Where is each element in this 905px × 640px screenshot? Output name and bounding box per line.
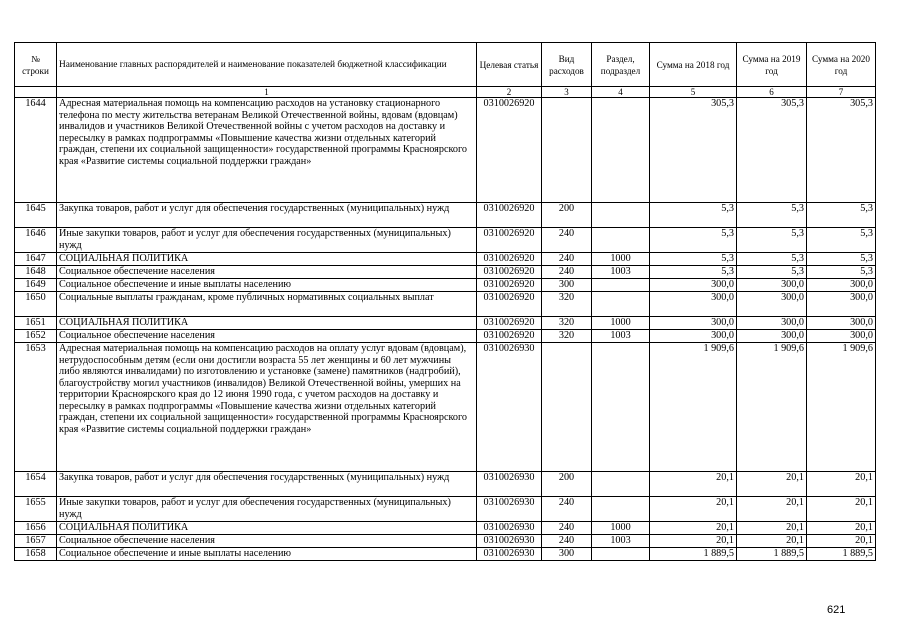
row-sum-2019: 5,3 [737,266,807,279]
row-name: Социальное обеспечение и иные выплаты населению [57,548,477,561]
row-sum-2019: 20,1 [737,497,807,522]
row-name: СОЦИАЛЬНАЯ ПОЛИТИКА [57,253,477,266]
header-razdel: Раздел, подраздел [592,43,650,87]
row-target: 0310026930 [477,535,542,548]
column-number: 1 [57,87,477,98]
row-razdel: 1003 [592,330,650,343]
table-row [15,535,876,548]
row-sum-2018: 20,1 [650,472,737,497]
row-name: Иные закупки товаров, работ и услуг для обеспечения государственных (муниципальных) нужд [57,497,477,522]
row-sum-2019: 1 909,6 [737,343,807,472]
row-target: 0310026930 [477,343,542,472]
row-name: Иные закупки товаров, работ и услуг для обеспечения государственных (муниципальных) нужд [57,228,477,253]
row-sum-2019: 20,1 [737,472,807,497]
row-name: Социальные выплаты гражданам, кроме публичных нормативных социальных выплат [57,292,477,317]
column-number: 7 [807,87,876,98]
row-sum-2020: 305,3 [807,98,876,203]
row-number: 1649 [15,279,57,292]
row-sum-2018: 5,3 [650,228,737,253]
row-sum-2020: 300,0 [807,279,876,292]
table-row [15,203,876,228]
row-vid: 240 [542,253,592,266]
row-vid: 320 [542,317,592,330]
row-sum-2019: 300,0 [737,279,807,292]
row-vid [542,98,592,203]
header-target: Целевая статья [477,43,542,87]
row-sum-2018: 1 909,6 [650,343,737,472]
row-name: Социальное обеспечение и иные выплаты населению [57,279,477,292]
row-number: 1653 [15,343,57,472]
row-sum-2020: 20,1 [807,472,876,497]
row-target: 0310026920 [477,253,542,266]
page-number: 621 [827,604,846,616]
row-number: 1657 [15,535,57,548]
row-sum-2019: 5,3 [737,228,807,253]
column-number: 2 [477,87,542,98]
row-sum-2018: 300,0 [650,279,737,292]
row-sum-2019: 300,0 [737,292,807,317]
row-target: 0310026930 [477,522,542,535]
table-row [15,472,876,497]
header-sum-2018: Сумма на 2018 год [650,43,737,87]
row-sum-2018: 300,0 [650,330,737,343]
row-sum-2020: 1 909,6 [807,343,876,472]
row-razdel [592,343,650,472]
header-name: Наименование главных распорядителей и наименование показателей бюджетной классификации [57,43,477,87]
row-number: 1655 [15,497,57,522]
row-sum-2019: 20,1 [737,522,807,535]
row-number: 1650 [15,292,57,317]
table-row [15,522,876,535]
table-row [15,228,876,253]
table-row [15,317,876,330]
row-vid: 320 [542,292,592,317]
row-name: СОЦИАЛЬНАЯ ПОЛИТИКА [57,522,477,535]
header-row [15,43,876,87]
row-vid: 240 [542,535,592,548]
row-number: 1645 [15,203,57,228]
row-vid: 240 [542,228,592,253]
row-sum-2019: 5,3 [737,253,807,266]
row-razdel [592,472,650,497]
row-razdel: 1000 [592,317,650,330]
row-target: 0310026920 [477,317,542,330]
row-number: 1656 [15,522,57,535]
column-number: 6 [737,87,807,98]
table-row [15,253,876,266]
row-number: 1647 [15,253,57,266]
row-vid: 300 [542,548,592,561]
row-sum-2018: 20,1 [650,497,737,522]
table-row [15,279,876,292]
row-name: Закупка товаров, работ и услуг для обеспечения государственных (муниципальных) нужд [57,203,477,228]
row-name: СОЦИАЛЬНАЯ ПОЛИТИКА [57,317,477,330]
row-target: 0310026920 [477,228,542,253]
row-razdel [592,279,650,292]
row-sum-2020: 20,1 [807,522,876,535]
row-sum-2019: 305,3 [737,98,807,203]
row-number: 1654 [15,472,57,497]
row-sum-2020: 20,1 [807,535,876,548]
row-sum-2020: 5,3 [807,203,876,228]
row-sum-2020: 5,3 [807,266,876,279]
header-sum-2020: Сумма на 2020 год [807,43,876,87]
table-row [15,266,876,279]
row-name: Социальное обеспечение населения [57,266,477,279]
column-number: 3 [542,87,592,98]
column-number-row [15,87,876,98]
row-sum-2018: 305,3 [650,98,737,203]
row-name: Адресная материальная помощь на компенсацию расходов на установку стационарного телефона по месту жительства ветеранам Великой Отечественной войны, вдовам (вдовцам) инвалидов и участников Великой Отечественной войны с учетом расходов на доставку и пересылку в рамках подпрограммы «Повышение качества жизни отдельных категорий граждан, степени их социальной защищенности» государственной программы Красноярского края «Развитие системы социальной поддержки граждан» [57,98,477,203]
row-sum-2018: 20,1 [650,522,737,535]
row-name: Закупка товаров, работ и услуг для обеспечения государственных (муниципальных) нужд [57,472,477,497]
row-name: Социальное обеспечение населения [57,330,477,343]
column-number: 4 [592,87,650,98]
row-vid: 240 [542,497,592,522]
table-row [15,343,876,472]
row-number: 1658 [15,548,57,561]
row-razdel: 1003 [592,535,650,548]
row-vid: 200 [542,203,592,228]
row-sum-2018: 1 889,5 [650,548,737,561]
row-target: 0310026920 [477,266,542,279]
row-sum-2020: 5,3 [807,228,876,253]
table-row [15,330,876,343]
row-razdel: 1000 [592,253,650,266]
row-razdel [592,548,650,561]
row-vid [542,343,592,472]
row-razdel [592,497,650,522]
column-number: 5 [650,87,737,98]
row-target: 0310026920 [477,203,542,228]
header-row-no: № строки [15,43,57,87]
row-sum-2020: 20,1 [807,497,876,522]
table-row [15,497,876,522]
row-sum-2020: 300,0 [807,330,876,343]
header-vid: Вид расходов [542,43,592,87]
row-sum-2018: 20,1 [650,535,737,548]
row-vid: 300 [542,279,592,292]
row-vid: 320 [542,330,592,343]
row-razdel: 1003 [592,266,650,279]
row-number: 1648 [15,266,57,279]
table-row [15,98,876,203]
row-sum-2020: 300,0 [807,292,876,317]
row-target: 0310026920 [477,98,542,203]
row-razdel [592,228,650,253]
row-razdel [592,203,650,228]
row-sum-2018: 5,3 [650,253,737,266]
row-number: 1652 [15,330,57,343]
row-sum-2019: 300,0 [737,330,807,343]
row-target: 0310026930 [477,548,542,561]
row-target: 0310026920 [477,279,542,292]
row-sum-2019: 1 889,5 [737,548,807,561]
row-razdel [592,98,650,203]
row-sum-2020: 5,3 [807,253,876,266]
row-sum-2020: 300,0 [807,317,876,330]
table-row [15,548,876,561]
row-target: 0310026920 [477,292,542,317]
row-sum-2019: 20,1 [737,535,807,548]
row-number: 1651 [15,317,57,330]
row-target: 0310026930 [477,497,542,522]
row-name: Адресная материальная помощь на компенсацию расходов на оплату услуг вдовам (вдовцам), нетрудоспособным детям (если они достигли возраста 55 лет женщины и 60 лет мужчины либо являются инвалидами) по изготовлению и установке (замене) памятников (надгробий), благоустройству могил участников (инвалидов) Великой Отечественной войны, умерших на территории Красноярского края до 12 июня 1990 года, с учетом расходов на доставку и пересылку в рамках подпрограммы «Повышение качества жизни отдельных категорий граждан, степени их социальной защищенности» государственной программы Красноярского края «Развитие системы социальной поддержки граждан» [57,343,477,472]
row-number: 1644 [15,98,57,203]
row-number: 1646 [15,228,57,253]
row-sum-2020: 1 889,5 [807,548,876,561]
row-sum-2019: 300,0 [737,317,807,330]
row-target: 0310026930 [477,472,542,497]
row-sum-2018: 5,3 [650,203,737,228]
row-vid: 240 [542,266,592,279]
row-razdel: 1000 [592,522,650,535]
row-sum-2018: 5,3 [650,266,737,279]
row-sum-2018: 300,0 [650,317,737,330]
row-sum-2018: 300,0 [650,292,737,317]
column-number-empty [15,87,57,98]
row-vid: 240 [542,522,592,535]
budget-table [14,42,876,561]
header-sum-2019: Сумма на 2019 год [737,43,807,87]
row-vid: 200 [542,472,592,497]
table-row [15,292,876,317]
row-sum-2019: 5,3 [737,203,807,228]
row-target: 0310026920 [477,330,542,343]
row-name: Социальное обеспечение населения [57,535,477,548]
row-razdel [592,292,650,317]
